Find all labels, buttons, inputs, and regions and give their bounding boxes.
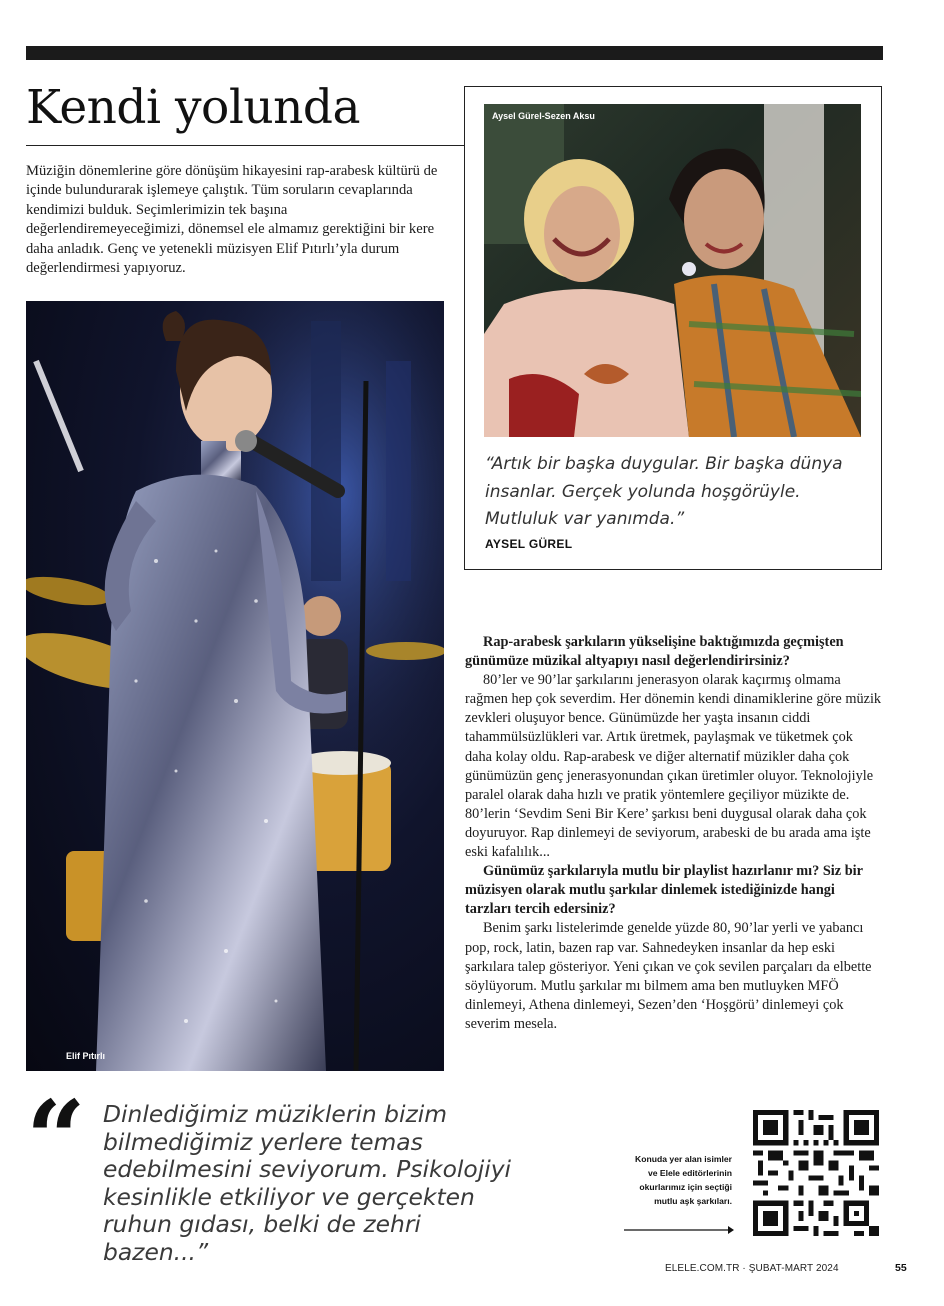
title-divider — [26, 145, 464, 146]
quote-box — [464, 86, 882, 570]
interview-question: Günümüz şarkılarıyla mutlu bir playlist hazırlanır mı? Siz bir müzisyen olarak mutlu şarkılar dinlemek istediğinizde hangi tarzları tercih edersiniz? — [465, 863, 863, 918]
qr-description: Konuda yer alan isimler ve Elele editörlerinin okurlarımız için seçtiği mutlu aşk şarkıları. — [635, 1154, 732, 1206]
interview-question: Rap-arabesk şarkıların yükselişine baktığımızda geçmişten günümüze müzikal altyapıyı nasıl değerlendirirsiniz? — [465, 634, 844, 670]
quote-author: AYSEL GÜREL — [485, 537, 573, 551]
qr-code[interactable] — [753, 1110, 879, 1236]
arrow-right-icon — [624, 1225, 734, 1235]
photo-caption: Elif Pıtırlı — [66, 1051, 106, 1061]
interview-body — [465, 633, 883, 1034]
pull-quote: Dinlediğimiz müziklerin bizim bilmediğimiz yerlere temas edebilmesini seviyorum. Psikolojiyi kesinlikle etkiliyor ve gerçekten ruhun gıdası, belki de zehri bazen...” — [103, 1100, 512, 1266]
footer-publication: ELELE.COM.TR · ŞUBAT-MART 2024 — [665, 1263, 839, 1274]
top-rule-bar — [26, 46, 883, 60]
photo-aysel-gurel-sezen-aksu — [484, 104, 861, 437]
article-title: Kendi yolunda — [26, 80, 361, 135]
photo-caption: Aysel Gürel-Sezen Aksu — [492, 111, 595, 121]
intro-paragraph: Müziğin dönemlerine göre dönüşüm hikayesini rap-arabesk kültürü de içinde bulundurarak işlemeye çalıştık. Tüm soruların cevaplarında kendimizi bulduk. Seçimlerimizin tek başına değerlendiremeyeceğimizi, dönemsel ele almamız gerektiğini bir kere daha anladık. Genç ve yetenekli müzisyen Elif Pıtırlı’yla durum değerlendirmesi yapıyoruz. — [26, 163, 438, 277]
quote-marks-icon: “ — [26, 1077, 86, 1200]
page-number: 55 — [895, 1262, 907, 1274]
concert-photo-illustration — [26, 301, 444, 1071]
interview-answer: 80’ler ve 90’lar şarkılarını jenerasyon olarak kaçırmış olmama rağmen hep çok severdim. Her dönemin kendi dinamiklerine göre müzik zevkleri oluşuyor bence. Günümüzde her yaşta insanın ciddi tahammülsüzlükleri var. Artık üretmek, paylaşmak ve tüketmek çok daha kolay oldu. Rap-arabesk ve diğer alternatif müzikler daha çok günümüzün genç jenerasyonundan çıkan üretimler oluyor. Teknolojiyle paralel olarak daha hızlı ve pratik yöntemlere geçiliyor müzikte de. 80’lerin ‘Sevdim Seni Bir Kere’ şarkısı beni duygusal olarak daha çok doyuruyor. Rap dinlemeyi de seviyorum, arabeski de bu arada ama işte eski kafalılık... — [465, 672, 882, 861]
lyric-quote: “Artık bir başka duygular. Bir başka dünya insanlar. Gerçek yolunda hoşgörüyle. Mutluluk var yanımda.” — [485, 454, 843, 529]
concert-photo-elif-pitirli — [26, 301, 444, 1071]
interview-answer: Benim şarkı listelerimde genelde yüzde 80, 90’lar yerli ve yabancı pop, rock, latin, bazen rap var. Sahnedeyken insanlar da hep eski şarkılara talep gösteriyor. Yeni çıkan ve çok sevilen parçaları da elbette söylüyorum. Mutlu şarkılar mı bilmem ama ben mutluyken MFÖ dinlemeyi, Athena dinlemeyi, Sezen’den ‘Hoşgörü’ dinlemeyi çok severim mesela. — [465, 920, 872, 1032]
duo-photo-illustration — [484, 104, 861, 437]
